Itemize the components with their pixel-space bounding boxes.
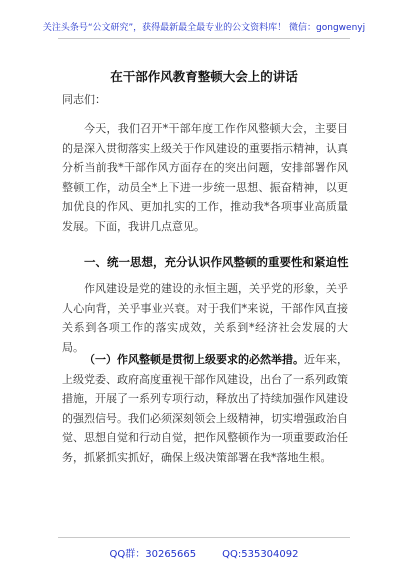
paragraph-1: 今天，我们召开*干部年度工作作风整顿大会，主要目的是深入贯彻落实上级关于作风建设的重要指示精神，认真分析当前我*干部作风方面存在的突出问题，安排部署作风整顿工作，动员全*上下进一步统一思想、振奋精神，以更加优良的作风、更加扎实的工作，推动我*各项事业高质量发展。下面，我讲几点意见。 [62,122,348,233]
salutation: 同志们： [62,93,106,106]
footer-divider [58,537,350,538]
document-title: 在干部作风教育整顿大会上的讲话 [110,69,298,84]
sub-heading-1: （一）作风整顿是贯彻上级要求的必然举措。 [84,353,304,366]
footer-qq-group: QQ群：30265665 [109,549,197,560]
section-1-heading: 一、统一思想，充分认识作风整顿的重要性和紧迫性 [84,255,349,269]
paragraph-2: 作风建设是党的建设的永恒主题，关乎党的形象，关乎人心向背，关乎事业兴衰。对于我们*来说，干部作风直接关系到各项工作的落实成效，关系到*经济社会发展的大局。 [62,282,348,354]
paragraph-3: 近年来，上级党委、政府高度重视干部作风建设，出台了一系列政策措施，开展了一系列专项行动，释放出了持续加强作风建设的强烈信号。我们必须深刻领会上级精神，切实增强政治自觉、思想自觉和行动自觉，把作风整顿作为一项重要政治任务，抓紧抓实抓好，确保上级决策部署在我*落地生根。 [62,353,348,464]
header-divider [58,38,350,39]
paragraph-3-block [62,350,348,467]
footer [0,545,408,560]
header-banner: 关注头条号“公文研究”，获得最新最全最专业的公文资料库！ 微信：gongwenyj [42,23,366,33]
footer-qq-contact: QQ:535304092 [222,549,299,560]
